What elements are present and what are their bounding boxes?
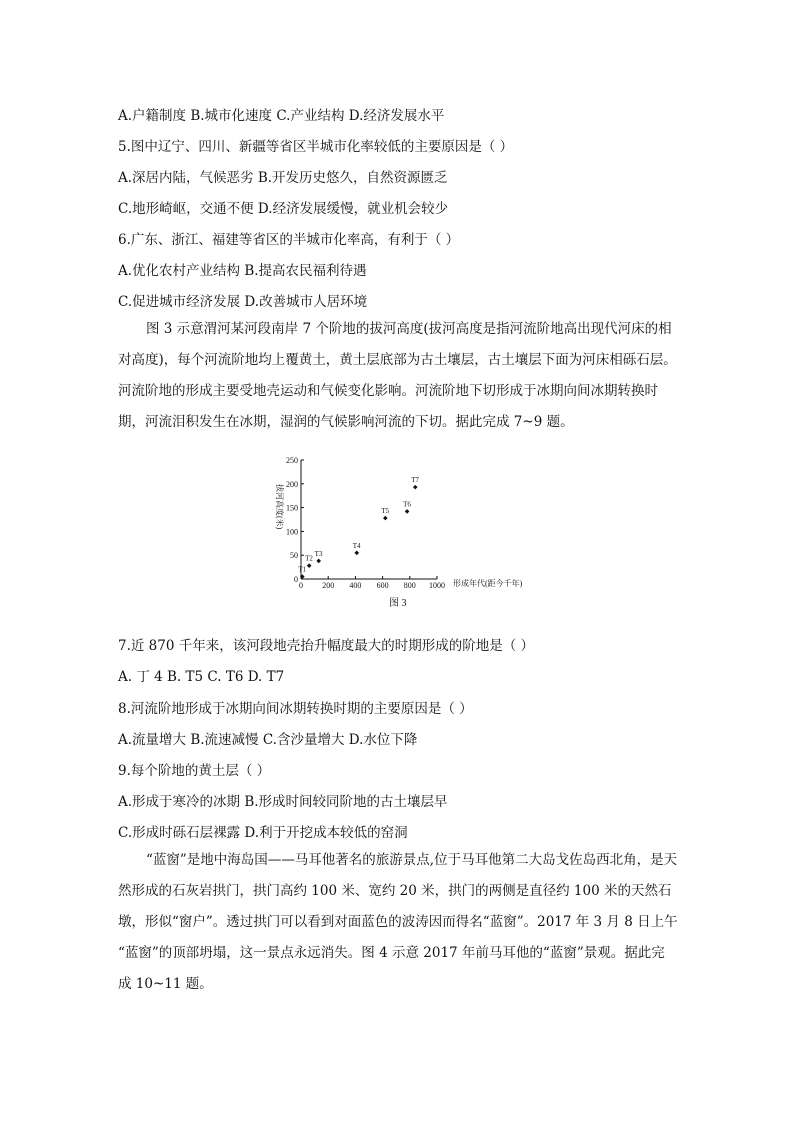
q7-options: A. 丁 4 B. T5 C. T6 D. T7	[118, 669, 285, 685]
data-points	[298, 476, 419, 579]
q9-stem: 9.每个阶地的黄土层（ ）	[118, 763, 271, 779]
x-tick-label: 200	[322, 581, 335, 590]
figure-caption: 图 3	[389, 598, 407, 609]
q5-stem: 5.图中辽宁、四川、新疆等省区半城市化率较低的主要原因是（ ）	[118, 139, 514, 155]
y-tick-label: 100	[286, 527, 298, 537]
x-tick-label: 400	[349, 581, 362, 590]
y-tick-label: 150	[286, 503, 298, 513]
point-label-t5: T5	[381, 507, 390, 516]
q4-options: A.户籍制度 B.城市化速度 C.产业结构 D.经济发展水平	[118, 108, 445, 124]
point-label-t6: T6	[403, 500, 411, 509]
figure-3-scatter-chart	[255, 450, 545, 615]
point-label-t4: T4	[352, 541, 361, 550]
y-axis-label: 拔河高度(米)	[275, 484, 284, 530]
intro-7-9-text: 图 3 示意渭河某河段南岸 7 个阶地的拔河高度(拔河高度是指河流阶地高出现代河床的相对高度)，每个河流阶地均上覆黄土，黄土层底部为古土壤层，古土壤层下面为河床相砾石层。河流阶地的形成主要受地壳运动和气候变化影响。河流阶地下切形成于冰期向间冰期转换时期，河流泪积发生在冰期，湿润的气候影响河流的下切。据此完成 7~9 题。	[118, 321, 677, 430]
q5-options-cd: C.地形崎岖，交通不便 D.经济发展缓慢，就业机会较少	[118, 201, 449, 217]
y-tick-label: 200	[286, 479, 298, 489]
data-point-t6	[405, 509, 410, 514]
data-point-t5	[383, 516, 388, 521]
point-label-t2: T2	[305, 554, 313, 563]
x-tick-label: 0	[299, 581, 303, 590]
intro-10-11-paragraph	[118, 845, 678, 1000]
q6-stem: 6.广东、浙江、福建等省区的半城市化率高，有利于（ ）	[118, 232, 460, 248]
data-point-t3	[316, 559, 321, 564]
y-tick-label: 50	[290, 551, 298, 561]
q6-options-cd: C.促进城市经济发展 D.改善城市人居环境	[118, 294, 368, 310]
q8-options: A.流量增大 B.流速减慢 C.含沙量增大 D.水位下降	[118, 732, 418, 748]
x-tick-label: 1000	[429, 581, 445, 590]
intro-7-9-paragraph	[118, 314, 678, 438]
q7-stem: 7.近 870 千年来，该河段地壳抬升幅度最大的时期形成的阶地是（ ）	[118, 638, 535, 654]
point-label-t7: T7	[411, 476, 420, 485]
q5-options-ab: A.深居内陆，气候恶劣 B.开发历史悠久，自然资源匮乏	[118, 170, 448, 186]
q6-options-ab: A.优化农村产业结构 B.提高农民福利待遇	[118, 263, 367, 279]
q9-options-ab: A.形成于寒冷的冰期 B.形成时间较同阶地的古土壤层早	[118, 794, 448, 810]
data-point-t4	[354, 551, 359, 556]
x-tick-labels	[299, 581, 445, 590]
y-tick-label: 250	[286, 456, 298, 465]
intro-10-11-text: “蓝窗”是地中海岛国——马耳他著名的旅游景点,位于马耳他第二大岛戈佐岛西北角，是天然形成的石灰岩拱门，拱门高约 100 米、宽约 20 米，拱门的两侧是直径约 100 米的天然石墩，形似“窗户”。透过拱门可以看到对面蓝色的波涛因而得名“蓝窗”。2017 年 3 月 8 日上午 “蓝窗”的顶部坍塌，这一景点永远消失。图 4 示意 2017 年前马耳他的“蓝窗”景观。据此完成 10~11 题。	[118, 852, 678, 992]
data-point-t7	[413, 485, 418, 490]
x-tick-label: 600	[376, 581, 389, 590]
x-axis-label: 形成年代(距今千年)	[453, 579, 523, 588]
y-tick-label: 0	[294, 575, 298, 584]
point-label-t3: T3	[314, 549, 323, 558]
data-point-t2	[307, 563, 312, 568]
q9-options-cd: C.形成时砾石层裸露 D.利于开挖成本较低的窑洞	[118, 825, 408, 841]
y-tick-labels	[286, 456, 298, 584]
point-label-t1: T1	[298, 565, 307, 574]
x-tick-label: 800	[403, 581, 416, 590]
q8-stem: 8.河流阶地形成于冰期向间冰期转换时期的主要原因是（ ）	[118, 701, 473, 717]
